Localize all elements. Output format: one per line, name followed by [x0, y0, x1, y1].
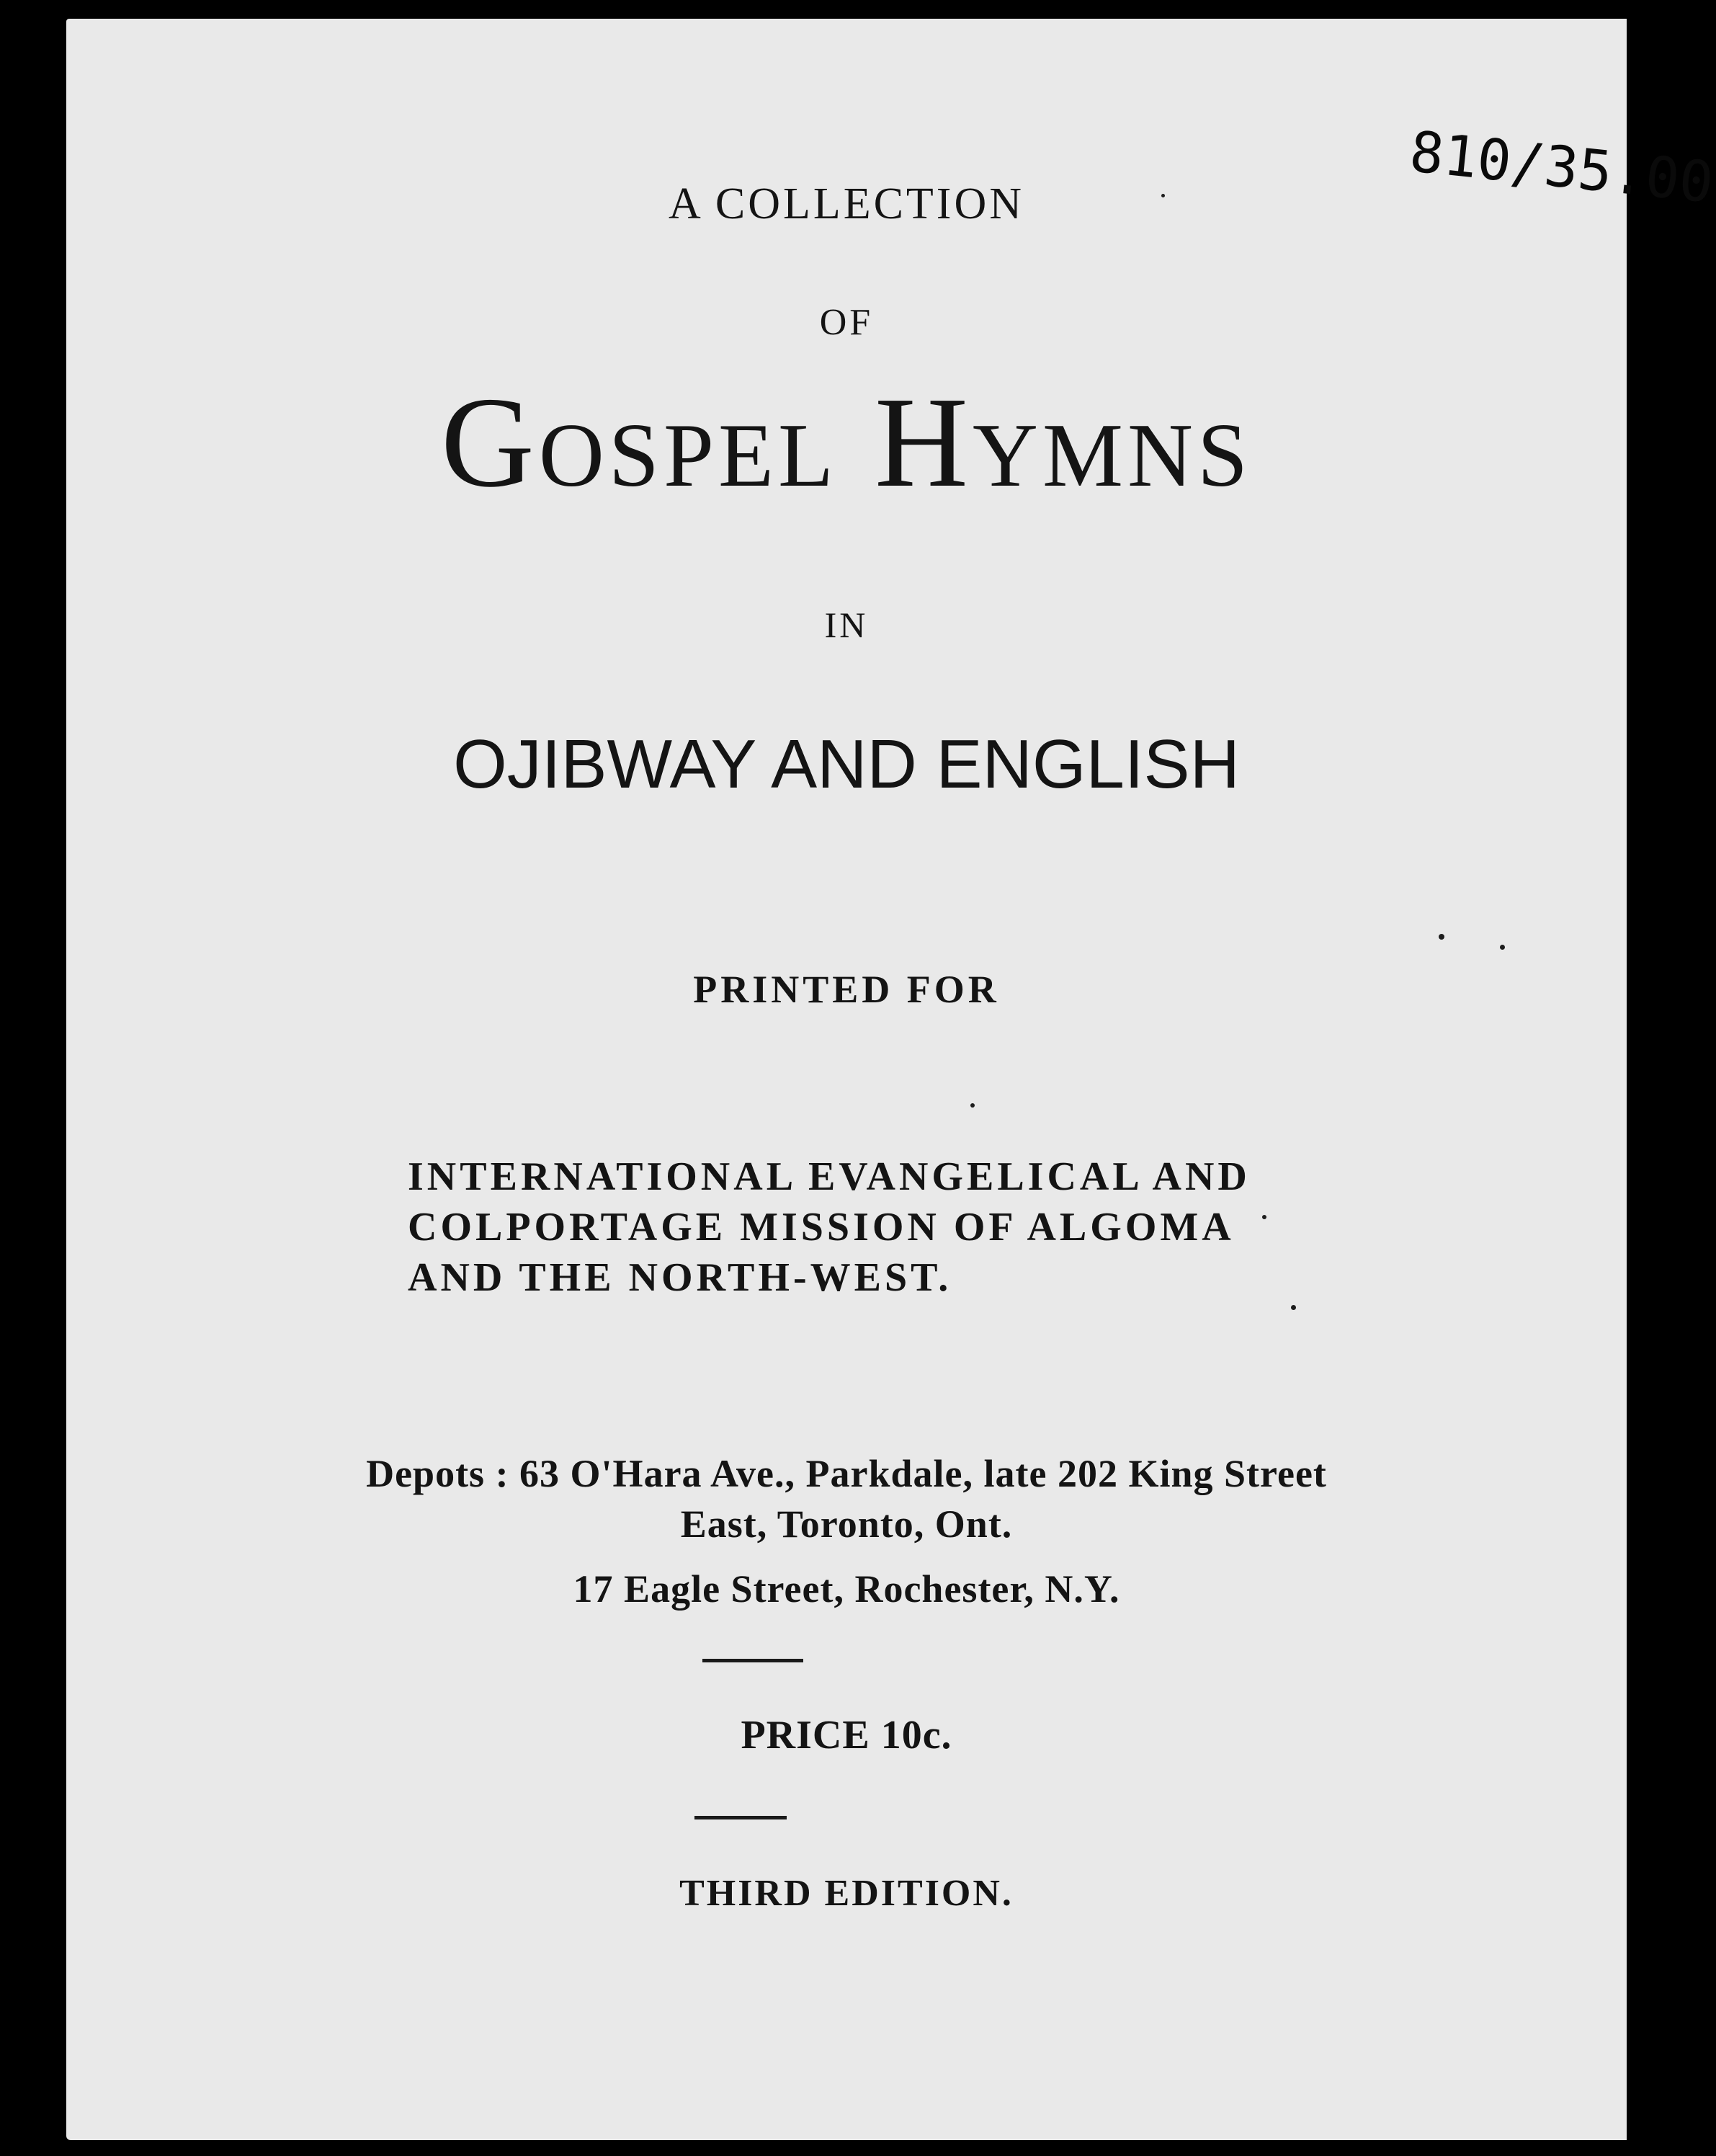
depot-line-3: 17 Eagle Street, Rochester, N.Y.	[573, 1567, 1120, 1611]
heading-in: IN	[824, 605, 869, 645]
depot-line-2: East, Toronto, Ont.	[680, 1502, 1013, 1546]
heading-a-collection: A COLLECTION	[668, 179, 1025, 228]
depot-line-1: Depots : 63 O'Hara Ave., Parkdale, late 202 King Street	[366, 1452, 1327, 1495]
page-subtitle: OJIBWAY AND ENGLISH	[453, 726, 1240, 803]
handwritten-annotation: 810/35.00	[1406, 120, 1716, 216]
page-title: Gospel Hymns	[440, 370, 1253, 514]
scan-speck	[1291, 1305, 1296, 1310]
price-label: PRICE 10c.	[741, 1713, 952, 1758]
scan-speck	[1439, 934, 1444, 940]
heading-of: OF	[819, 302, 874, 343]
mission-line-2: COLPORTAGE MISSION OF ALGOMA	[408, 1205, 1235, 1250]
mission-name	[408, 1152, 1330, 1303]
divider-rule-2	[694, 1816, 787, 1819]
printed-for-label: PRINTED FOR	[693, 968, 1000, 1011]
mission-line-1: INTERNATIONAL EVANGELICAL AND	[408, 1154, 1251, 1199]
mission-line-3: AND THE NORTH-WEST.	[408, 1255, 952, 1300]
cover-page	[66, 19, 1716, 2140]
edition-label: THIRD EDITION.	[679, 1873, 1014, 1914]
divider-rule-1	[702, 1659, 803, 1662]
scan-speck	[1500, 945, 1505, 950]
scan-speck	[970, 1103, 975, 1108]
